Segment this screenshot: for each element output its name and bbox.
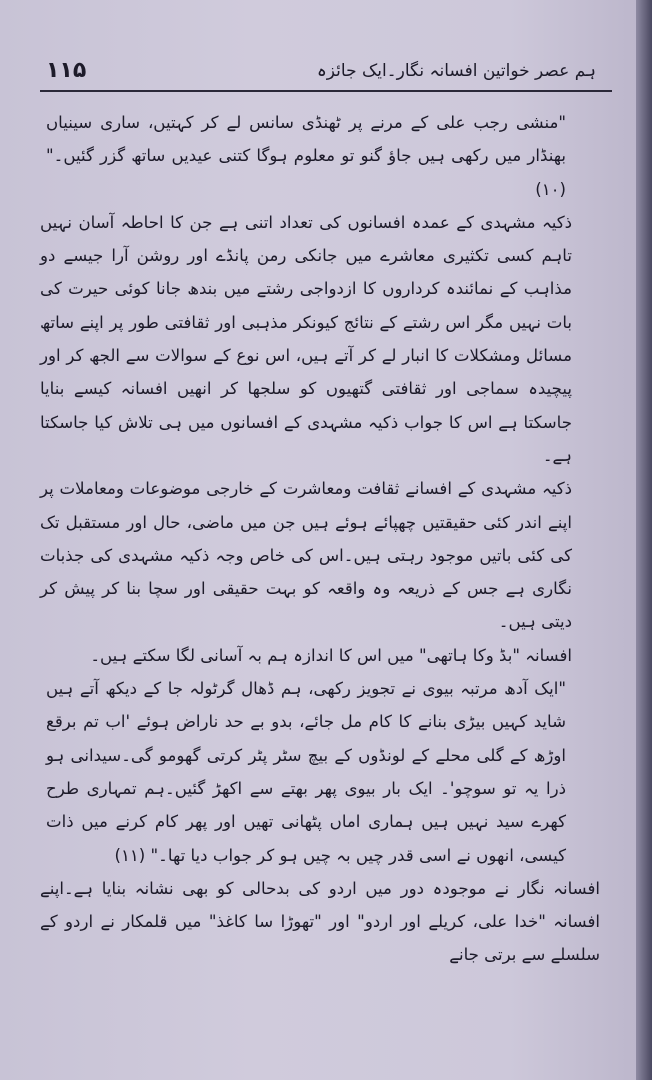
- body-text: [40, 106, 600, 972]
- running-header: ہم عصر خواتین افسانہ نگار۔ایک جائزہ: [316, 61, 596, 81]
- body-paragraph: افسانہ نگار نے موجودہ دور میں اردو کی بدحالی کو بھی نشانہ بنایا ہے۔اپنے افسانہ "خدا علی، کریلے اور اردو" اور "تھوڑا سا کاغذ" میں قلمکار نے اردو کے سلسلے سے برتی جانے: [40, 878, 600, 965]
- book-gutter: [636, 0, 652, 1080]
- quote-paragraph: "منشی رجب علی کے مرنے پر ٹھنڈی سانس لے کر کہتیں، ساری سینیاں بھنڈار میں رکھی ہیں جاؤ گنو تو معلوم ہوگا کتنی عیدیں ساتھ گزر گئیں۔" (۱۰): [46, 113, 566, 199]
- quote-paragraph: "ایک آدھ مرتبہ بیوی نے تجویز رکھی، ہم ڈھال گرٹولہ جا کے دیکھ آتے ہیں شاید کہیں بیڑی بنانے کا کام مل جائے، بدو بے حد ناراض ہوئے 'اب تم برقع اوڑھ کے گلی محلے کے لونڈوں کے بیچ سٹر پٹر کرتی گھومو گی۔سیدانی ہو ذرا یہ تو سوچو'۔ ایک بار بیوی پھر بھتے سے اکھڑ گئیں۔ہم تمہاری طرح کھرے سید نہیں ہیں ہماری اماں پٹھانی تھیں اور پھر کام کرنے میں ذات کیسی، انھوں نے اسی قدر چیں بہ چیں ہو کر جواب دیا تھا۔" (۱۱): [46, 679, 566, 865]
- header-rule: [40, 90, 612, 92]
- page-number: ۱۱۵: [46, 58, 87, 83]
- body-paragraph: ذکیہ مشہدی کے عمدہ افسانوں کی تعداد اتنی ہے جن کا احاطہ آسان نہیں تاہم کسی تکثیری معاشرے میں جانکی رمن پانڈے اور روشن آرا جیسے دو مذاہب کے نمائندہ کرداروں کا ازدواجی رشتے میں بندھ جانا کوئی حیرت کی بات نہیں مگر اس رشتے کے نتائج کیونکر مذہبی اور ثقافتی طور پر اپنے ساتھ مسائل ومشکلات کا انبار لے کر آتے ہیں، اس نوع کے سوالات سے الجھ کر اور پیچیدہ سماجی اور ثقافتی گتھیوں کو سلجھا کر انھیں افسانہ کیسے بنایا جاسکتا ہے اس کا جواب ذکیہ مشہدی کے افسانوں میں ہی تلاش کیا جاسکتا ہے۔: [40, 212, 572, 465]
- body-paragraph: ذکیہ مشہدی کے افسانے ثقافت ومعاشرت کے خارجی موضوعات ومعاملات پر اپنے اندر کئی حقیقتیں چھپائے ہوئے ہیں جن میں ماضی، حال اور مستقبل تک کی کئی باتیں موجود رہتی ہیں۔اس کی خاص وجہ ذکیہ مشہدی کی جذبات نگاری ہے جس کے ذریعہ وہ واقعہ کو بہت حقیقی اور سچا بنا کر پیش کر دیتی ہیں۔: [40, 479, 572, 632]
- body-paragraph: افسانہ "بڈ وکا ہاتھی" میں اس کا اندازہ ہم بہ آسانی لگا سکتے ہیں۔: [90, 645, 572, 665]
